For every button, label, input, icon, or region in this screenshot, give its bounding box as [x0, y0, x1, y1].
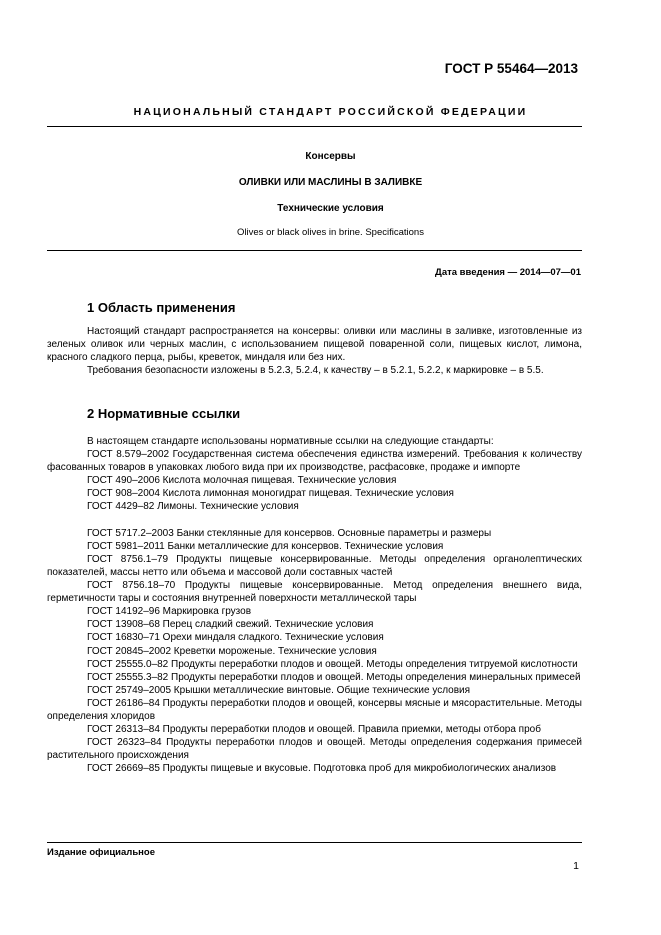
section-heading-references: 2 Нормативные ссылки: [87, 406, 241, 421]
reference-item: ГОСТ 25555.0–82 Продукты переработки плодов и овощей. Методы определения титруемой кислотности: [87, 658, 578, 670]
national-standard-heading: НАЦИОНАЛЬНЫЙ СТАНДАРТ РОССИЙСКОЙ ФЕДЕРАЦИИ: [133, 106, 528, 118]
page-number: 1: [573, 860, 579, 872]
paragraph: В настоящем стандарте использованы нормативные ссылки на следующие стандарты:: [87, 436, 494, 447]
reference-item: ГОСТ 490–2006 Кислота молочная пищевая. Технические условия: [87, 475, 397, 487]
reference-item: ГОСТ 13908–68 Перец сладкий свежий. Технические условия: [87, 619, 374, 631]
section-references-body: [47, 435, 582, 775]
title-english: Olives or black olives in brine. Specifications: [237, 227, 424, 238]
paragraph: Настоящий стандарт распространяется на консервы: оливки или маслины в заливке, изготовленные из зеленых оливок или черных маслин, с использованием пищевой поваренной соли, пищевых кислот, лимона, красного сладкого перца, рыбы, креветок, миндаля или без них.: [47, 326, 582, 364]
effective-date: Дата введения — 2014—07—01: [435, 267, 581, 278]
reference-item: ГОСТ 20845–2002 Креветки мороженые. Технические условия: [87, 645, 377, 657]
reference-item: ГОСТ 908–2004 Кислота лимонная моногидрат пищевая. Технические условия: [87, 488, 454, 500]
divider: [47, 126, 582, 127]
title-subtitle: Технические условия: [277, 203, 384, 214]
section-scope-body: [47, 325, 582, 377]
reference-item: ГОСТ 16830–71 Орехи миндаля сладкого. Технические условия: [87, 632, 384, 644]
reference-item: ГОСТ 26323–84 Продукты переработки плодов и овощей. Методы определения содержания примесей растительного происхождения: [47, 737, 582, 762]
reference-item: ГОСТ 25749–2005 Крышки металлические винтовые. Общие технические условия: [87, 684, 471, 696]
reference-item: ГОСТ 5981–2011 Банки металлические для консервов. Технические условия: [87, 540, 444, 552]
reference-item: ГОСТ 4429–82 Лимоны. Технические условия: [87, 501, 299, 513]
reference-item: ГОСТ 14192–96 Маркировка грузов: [87, 606, 252, 618]
reference-item: ГОСТ 25555.3–82 Продукты переработки плодов и овощей. Методы определения минеральных примесей: [87, 671, 581, 683]
reference-item: ГОСТ 8756.1–79 Продукты пищевые консервированные. Методы определения органолептических показателей, массы нетто или объема и массовой доли составных частей: [47, 553, 582, 578]
reference-item: ГОСТ 26313–84 Продукты переработки плодов и овощей. Правила приемки, методы отбора проб: [87, 724, 541, 736]
reference-item: ГОСТ 8.579–2002 Государственная система обеспечения единства измерений. Требования к количеству фасованных товаров в упаковках любого вида при их производстве, расфасовке, продаже и импорте: [47, 449, 582, 474]
reference-item: ГОСТ 26186–84 Продукты переработки плодов и овощей, консервы мясные и мясорастительные. Методы определения хлоридов: [47, 697, 582, 722]
divider: [47, 250, 582, 251]
reference-item: ГОСТ 8756.18–70 Продукты пищевые консервированные. Метод определения внешнего вида, герметичности тары и состояния внутренней поверхности металлической тары: [47, 580, 582, 605]
title-category: Консервы: [305, 151, 356, 162]
document-number: ГОСТ Р 55464—2013: [444, 61, 578, 76]
reference-item: ГОСТ 5717.2–2003 Банки стеклянные для консервов. Основные параметры и размеры: [87, 527, 492, 539]
paragraph: Требования безопасности изложены в 5.2.3, 5.2.4, к качеству – в 5.2.1, 5.2.2, к маркировке – в 5.5.: [87, 365, 544, 377]
blank-line: [47, 514, 582, 527]
section-heading-scope: 1 Область применения: [87, 300, 236, 315]
reference-item: ГОСТ 26669–85 Продукты пищевые и вкусовые. Подготовка проб для микробиологических анализов: [87, 763, 557, 775]
page-title: ОЛИВКИ ИЛИ МАСЛИНЫ В ЗАЛИВКЕ: [238, 177, 423, 188]
edition-label: Издание официальное: [47, 847, 155, 858]
footer-divider: [47, 842, 582, 843]
